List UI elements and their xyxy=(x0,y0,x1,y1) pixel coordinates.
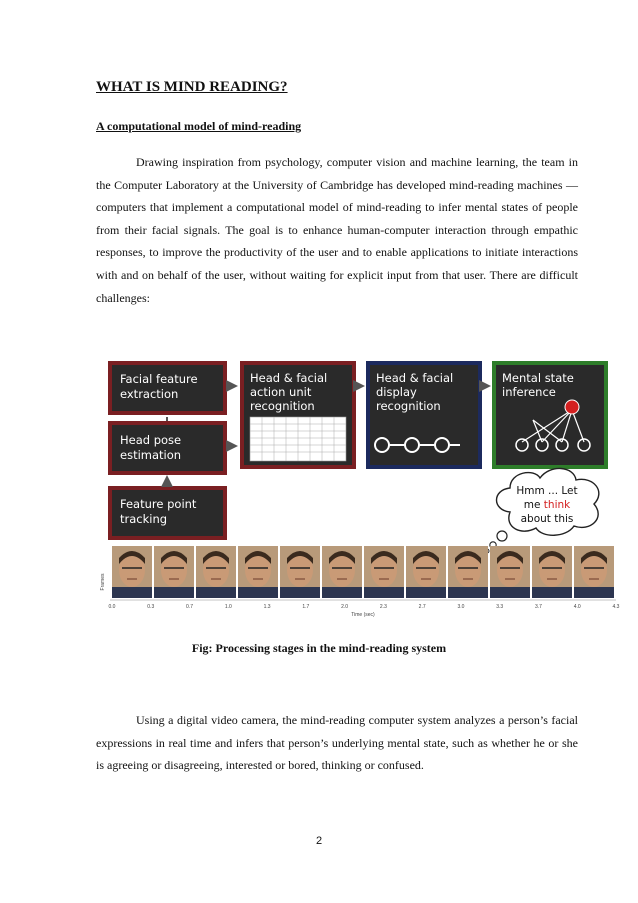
action-unit-recognition-box xyxy=(242,363,354,467)
video-frame xyxy=(574,546,614,598)
display-recognition-box xyxy=(368,363,480,467)
time-ticks xyxy=(109,604,620,610)
time-tick-label: 2.3 xyxy=(379,604,387,610)
box-label-line: extraction xyxy=(120,387,179,401)
figure-caption: Fig: Processing stages in the mind-reading system xyxy=(191,641,447,655)
box-label-line: display xyxy=(376,385,417,399)
feature-point-tracking-box xyxy=(110,488,225,538)
box-label-line: Facial feature xyxy=(120,372,198,386)
time-tick-label: 3.7 xyxy=(534,604,542,610)
time-tick-label: 2.0 xyxy=(341,604,349,610)
time-tick-label: 1.7 xyxy=(302,604,310,610)
box-label-line: Mental state xyxy=(502,371,574,385)
video-frame xyxy=(280,546,320,598)
mental-state-inference-box xyxy=(494,363,606,467)
time-tick-label: 1.0 xyxy=(224,604,232,610)
intro-paragraph: Drawing inspiration from psychology, computer vision and machine learning, the team in the Computer Laboratory at the University of Cambridge has developed mind-reading machines — computers that implement a computational model of mind-reading to infer mental states of people from their facial signals. The goal is to enhance human-computer interaction through empathic responses, to improve the productivity of the user and to enable applications to initiate interactions with and on behalf of the user, without waiting for explicit input from that user. There are difficult challenges: xyxy=(96,155,578,305)
body-paragraph: Using a digital video camera, the mind-reading computer system analyzes a person’s facial expressions in real time and infers that person’s underlying mental state, such as whether he or she is agreeing or disagreeing, interested or bored, thinking or confused. xyxy=(96,713,578,773)
bubble-highlight: think xyxy=(543,499,571,511)
y-axis-label: Frames xyxy=(100,573,106,591)
page-number: 2 xyxy=(315,835,323,847)
processing-stages-figure xyxy=(100,360,620,618)
time-tick-label: 2.7 xyxy=(418,604,426,610)
video-frames-strip xyxy=(112,546,614,598)
box-label-line: inference xyxy=(502,385,556,399)
time-tick-label: 4.3 xyxy=(612,604,620,610)
box-label-line: Head & facial xyxy=(376,371,454,385)
box-label-line: estimation xyxy=(120,448,182,462)
video-frame xyxy=(154,546,194,598)
dbn-node-highlighted xyxy=(565,400,579,414)
section-heading: WHAT IS MIND READING? xyxy=(96,79,288,95)
box-label-line: action unit xyxy=(250,385,312,399)
box-label-line: Feature point xyxy=(120,497,197,511)
video-frame xyxy=(406,546,446,598)
x-axis-label: Time (sec) xyxy=(351,612,375,618)
video-frame xyxy=(364,546,404,598)
video-frame xyxy=(112,546,152,598)
video-frame xyxy=(196,546,236,598)
box-label-line: tracking xyxy=(120,512,168,526)
time-tick-label: 3.0 xyxy=(457,604,465,610)
subsection-heading: A computational model of mind-reading xyxy=(96,119,302,133)
time-tick-label: 0.7 xyxy=(186,604,194,610)
box-label-line: Head & facial xyxy=(250,371,328,385)
box-label-line: recognition xyxy=(376,399,441,413)
time-tick-label: 1.3 xyxy=(263,604,271,610)
box-label-line: recognition xyxy=(250,399,315,413)
bubble-line: about this xyxy=(520,513,574,525)
time-tick-label: 4.0 xyxy=(573,604,581,610)
video-frame xyxy=(448,546,488,598)
thought-bubble xyxy=(485,468,599,553)
video-frame xyxy=(322,546,362,598)
bubble-line: Hmm ... Let xyxy=(516,485,578,497)
au-grid-table xyxy=(250,417,346,461)
facial-feature-extraction-box xyxy=(110,363,225,413)
box-label-line: Head pose xyxy=(120,433,182,447)
time-tick-label: 0.0 xyxy=(108,604,116,610)
video-frame xyxy=(532,546,572,598)
video-frame xyxy=(238,546,278,598)
time-tick-label: 3.3 xyxy=(496,604,504,610)
video-frame xyxy=(490,546,530,598)
time-tick-label: 0.3 xyxy=(147,604,155,610)
bubble-line: me think xyxy=(523,499,571,511)
head-pose-estimation-box xyxy=(110,423,225,473)
